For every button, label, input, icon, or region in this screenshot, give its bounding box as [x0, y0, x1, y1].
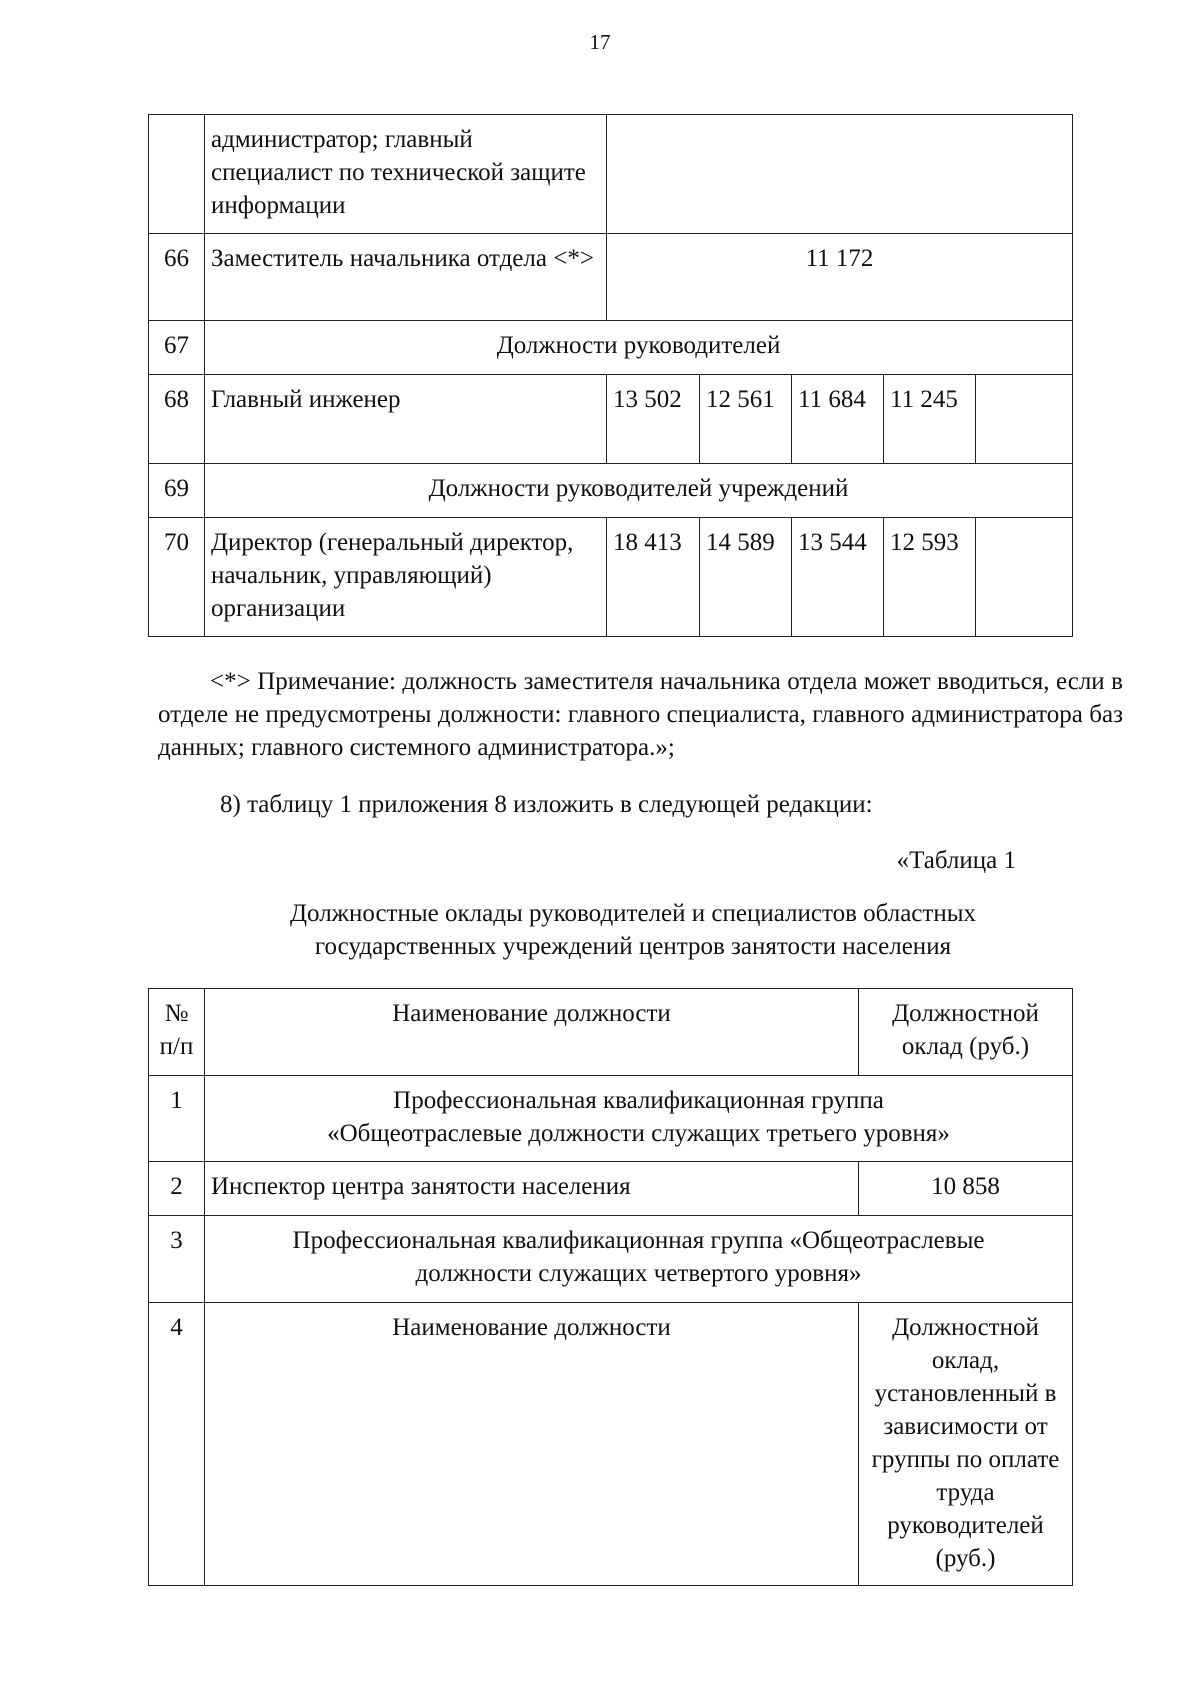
row-number: 68 [149, 375, 205, 464]
salary-group-2: 12 561 [700, 375, 792, 464]
row-number: 67 [149, 321, 205, 375]
column-header-name: Наименование должности [205, 989, 859, 1076]
section-header: Должности руководителей учреждений [205, 464, 1073, 518]
footnote: <*> Примечание: должность заместителя начальника отдела может вводиться, если в отделе не предусмотрены должности: главного специалиста, главного администратора баз данных; главного системного администратора.»; [158, 668, 1123, 761]
position-name: Инспектор центра занятости населения [205, 1162, 859, 1216]
row-number: 66 [149, 234, 205, 321]
table-title [220, 897, 1046, 963]
row-number: 1 [149, 1076, 205, 1162]
column-header-number: № п/п [149, 989, 205, 1076]
table-row [149, 1303, 1073, 1586]
table-row [149, 321, 1073, 375]
salary-group-2: 14 589 [700, 518, 792, 637]
row-number: 70 [149, 518, 205, 637]
salary-group-4: 11 245 [884, 375, 976, 464]
qualification-group [205, 1076, 1073, 1162]
salary-group-1: 18 413 [607, 518, 700, 637]
salary-table-1 [148, 988, 1073, 1586]
salary-value [607, 115, 1073, 234]
qualification-group-line: Профессиональная квалификационная группа «Общеотраслевые [292, 1227, 985, 1254]
table-row [149, 1216, 1073, 1303]
table-row [149, 115, 1073, 234]
salary-group-1: 13 502 [607, 375, 700, 464]
table-row [149, 518, 1073, 637]
section-header: Должности руководителей [205, 321, 1073, 375]
position-name: Директор (генеральный директор, начальник, управляющий) организации [205, 518, 607, 637]
position-name: Главный инженер [205, 375, 607, 464]
row-number: 4 [149, 1303, 205, 1586]
amendment-item: 8) таблицу 1 приложения 8 изложить в следующей редакции: [220, 791, 873, 818]
qualification-group [205, 1216, 1073, 1303]
table-row [149, 234, 1073, 321]
salary-group-4: 12 593 [884, 518, 976, 637]
column-header-salary: Должностной оклад (руб.) [859, 989, 1073, 1076]
table-row [149, 1162, 1073, 1216]
row-number: 69 [149, 464, 205, 518]
salary-group-3: 13 544 [792, 518, 884, 637]
salary-table-continued [148, 114, 1073, 637]
row-number: 3 [149, 1216, 205, 1303]
salary-value: 11 172 [607, 234, 1073, 321]
table-caption: «Таблица 1 [896, 847, 1016, 874]
table-row [149, 375, 1073, 464]
page-number: 17 [589, 30, 611, 54]
salary-group-3: 11 684 [792, 375, 884, 464]
row-number: 2 [149, 1162, 205, 1216]
salary-value: 10 858 [859, 1162, 1073, 1216]
position-name: Заместитель начальника отдела <*> [205, 234, 607, 321]
position-name: Наименование должности [205, 1303, 859, 1586]
salary-group-5 [976, 518, 1073, 637]
salary-description: Должностной оклад, установленный в зависимости от группы по оплате труда руководителей (руб.) [859, 1303, 1073, 1586]
table-title-line: государственных учреждений центров занятости населения [314, 933, 952, 960]
qualification-group-line: «Общеотраслевые должности служащих третьего уровня» [327, 1120, 950, 1147]
position-name: администратор; главный специалист по технической защите информации [205, 115, 607, 234]
qualification-group-line: должности служащих четвертого уровня» [415, 1260, 862, 1287]
salary-group-5 [976, 375, 1073, 464]
table-header-row [149, 989, 1073, 1076]
table-row [149, 1076, 1073, 1162]
table-row [149, 464, 1073, 518]
row-number [149, 115, 205, 234]
table-title-line: Должностные оклады руководителей и специалистов областных [289, 900, 977, 927]
qualification-group-line: Профессиональная квалификационная группа [393, 1087, 884, 1114]
